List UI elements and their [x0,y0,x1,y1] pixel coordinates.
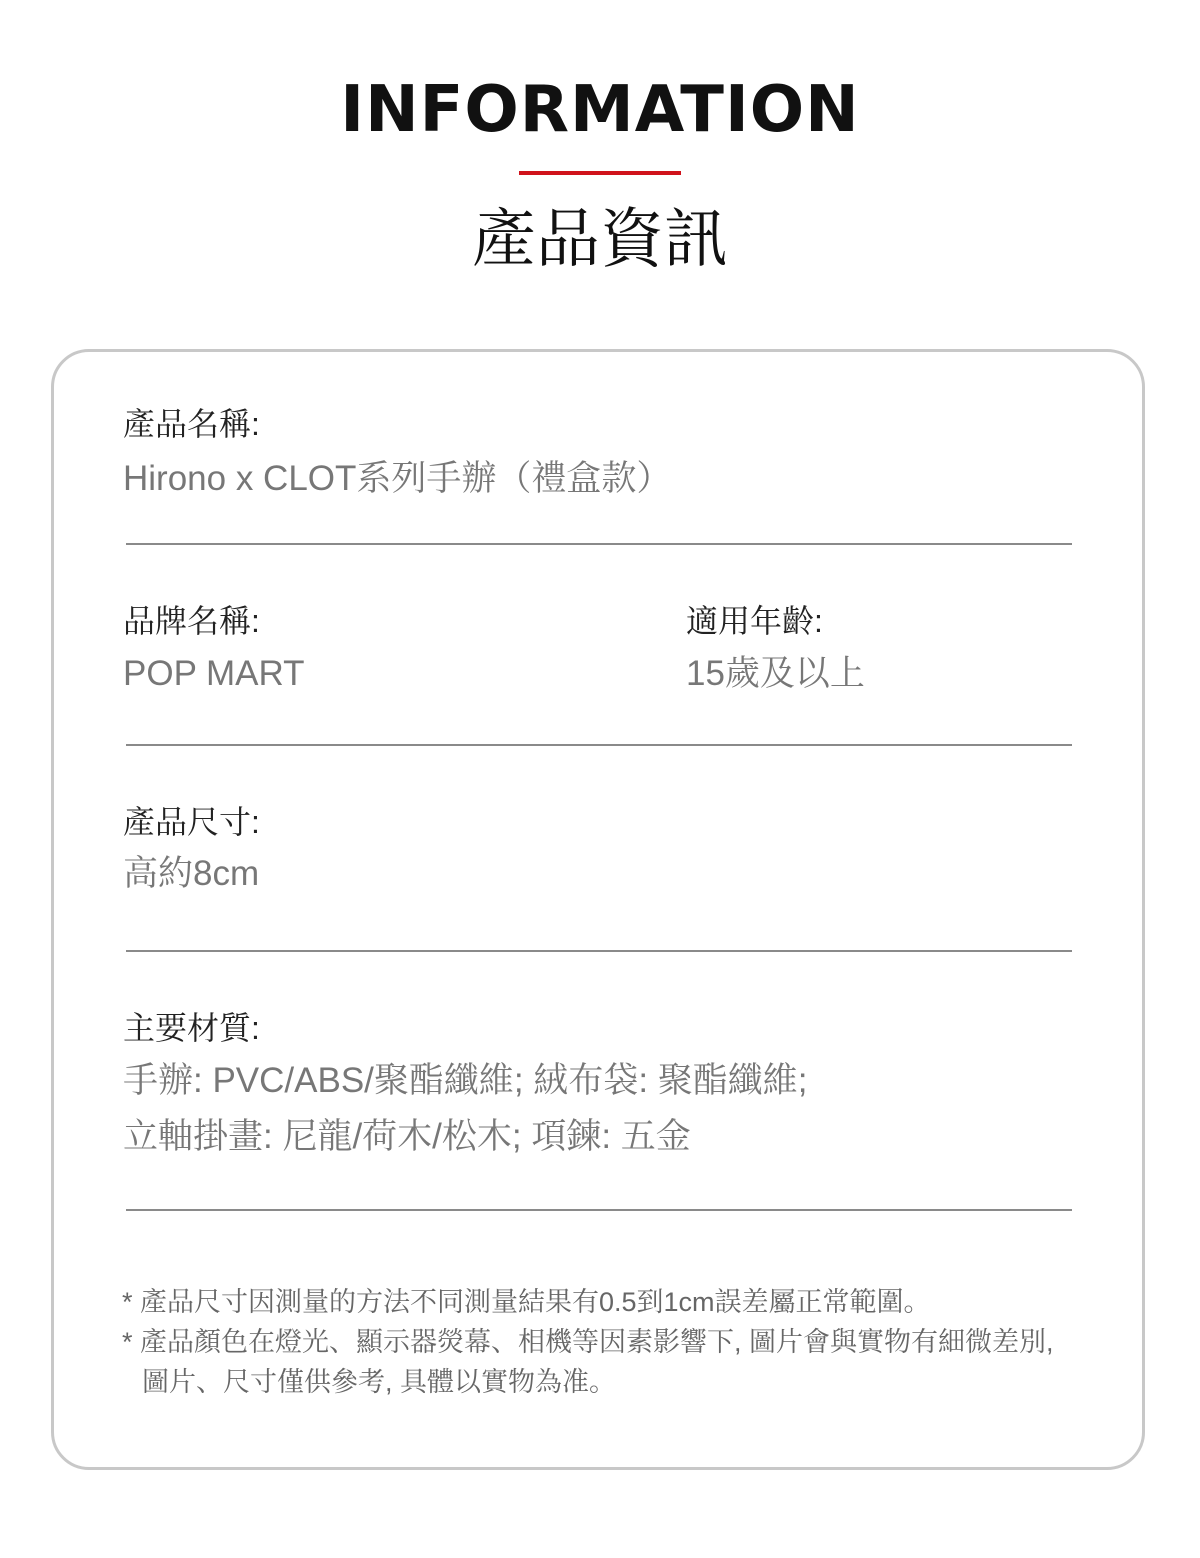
size-value: 高約8cm [123,854,260,893]
material-value-line2: 立軸掛畫: 尼龍/荷木/松木; 項鍊: 五金 [123,1117,691,1156]
note-measurement: * 產品尺寸因測量的方法不同測量結果有0.5到1cm誤差屬正常範圍。 [122,1287,931,1317]
note-color-continued: 圖片、尺寸僅供參考, 具體以實物為准。 [142,1367,617,1397]
divider [126,744,1072,746]
product-name-value: Hirono x CLOT系列手辦（禮盒款） [123,459,672,498]
brand-label: 品牌名稱: [123,603,260,639]
age-label: 適用年齡: [686,603,823,639]
divider [126,543,1072,545]
brand-value: POP MART [123,654,305,693]
page-title-en: INFORMATION [340,73,860,147]
divider [126,950,1072,952]
size-label: 產品尺寸: [123,804,260,840]
material-label: 主要材質: [123,1010,260,1046]
title-accent-divider [519,171,681,175]
page-title-zh: 產品資訊 [472,203,728,277]
material-value-line1: 手辦: PVC/ABS/聚酯纖維; 絨布袋: 聚酯纖維; [123,1061,808,1100]
divider [126,1209,1072,1211]
age-value: 15歲及以上 [686,654,865,693]
note-color: * 產品顏色在燈光、顯示器熒幕、相機等因素影響下, 圖片會與實物有細微差別, [122,1327,1054,1357]
product-name-label: 產品名稱: [123,406,260,442]
